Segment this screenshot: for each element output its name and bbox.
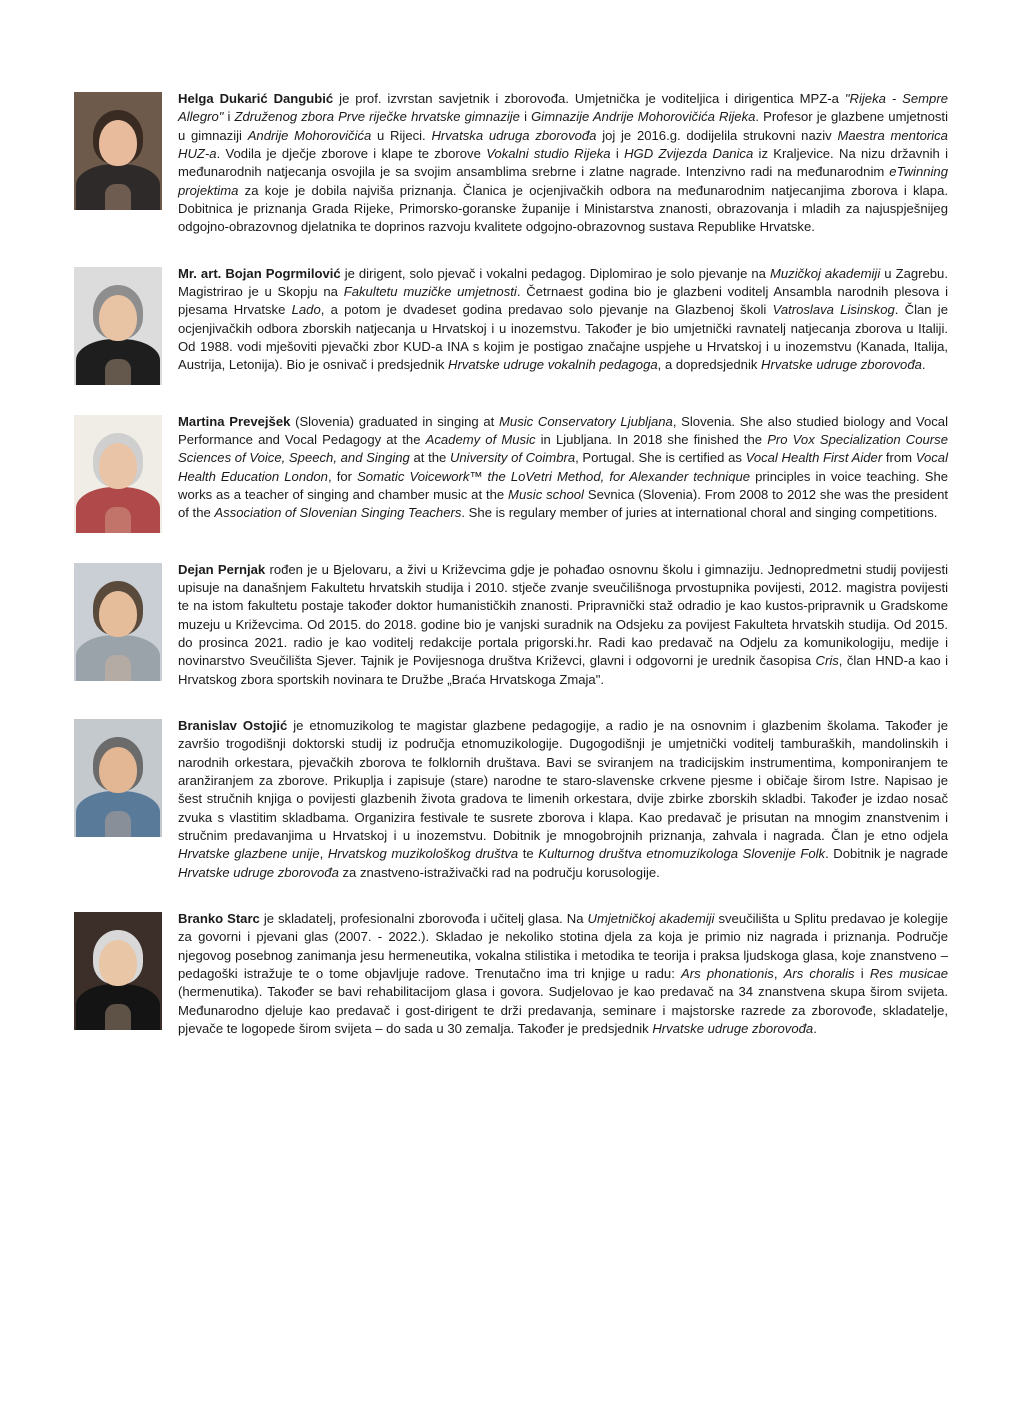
biography-entry [58, 715, 948, 882]
biography-entry [58, 559, 948, 689]
portrait-photo [74, 719, 162, 837]
portrait-container [58, 559, 178, 681]
biography-text: Branko Starc je skladatelj, profesionalni zborovođa i učitelj glasa. Na Umjetničkoj akademiji sveučilišta u Splitu predavao je kolegije za govorni i pjevani glas (2007. - 2022.). Skladao je nekoliko stotina djela za koja je primio niz nagrada i priznanja. Područje njegovog posebnog zanimanja jesu hermeneutika, vokalna stilistika i metodika te teorija i praksa ljudskoga glasa, koje znanstveno – pedagoški istražuje te o tome objavljuje radove. Trenutačno ima tri knjige u radu: Ars phonationis, Ars choralis i Res musicae (hermenutika). Također se bavi rehabilitacijom glasa i govora. Sudjelovao je kao predavač na 34 znanstvena skupa širom svijeta. Međunarodno djeluje kao predavač i gost-dirigent te drži predavanja, seminare i majstorske razrede za zborovođe, skladatelje, pjevače te logopede širom svijeta – do sada u 30 zemalja. Također je predsjednik Hrvatske udruge zborovođa. [178, 910, 949, 1036]
portrait-photo [74, 267, 162, 385]
biography-entry [58, 411, 948, 533]
biography-text: Branislav Ostojić je etnomuzikolog te magistar glazbene pedagogije, a radio je na osnovnim i glazbenim školama. Također je završio trogodišnji doktorski studij iz područja etnomuzikologije. Dugogodišnji je umjetnički voditelj tamburaških, mandolinskih i narodnih orkestara, pjevačkih zborova te folklornih društava. Bavi se sviranjem na tradicijskim instrumentima, komponiranjem te aranžiranjem za zborove. Prikuplja i zapisuje (stare) narodne te staro-slavenske crkvene pjesme i običaje širom Istre. Napisao je šest stručnih knjiga o povijesti glazbenih života gradova te limenih orkestara, dvije zbirke zborskih skladbi. Također je izdao nosač zvuka s vlastitim skladbama. Organizira festivale te susrete zborova i klapa. Kao predavač je prisutan na mnogim znanstvenim i stručnim predavanjima u Hrvatskoj i u inozemstvu. Dobitnik je mnogobrojnih priznanja, zahvala i nagrada. Član je etno odjela Hrvatske glazbene unije, Hrvatskog muzikološkog društva te Kulturnog društva etnomuzikologa Slovenije Folk. Dobitnik je nagrade Hrvatske udruge zborovođa za znastveno-istraživački rad na području korusologije. [178, 717, 948, 880]
portrait-photo [74, 415, 162, 533]
portrait-photo [74, 912, 162, 1030]
portrait-container [58, 908, 178, 1030]
portrait-photo [74, 92, 162, 210]
page-bottom-whitespace [58, 1064, 948, 1364]
portrait-container [58, 88, 178, 210]
biography-list [58, 88, 948, 1038]
biography-text: Helga Dukarić Dangubić je prof. izvrstan savjetnik i zborovođa. Umjetnička je voditeljica i dirigentica MPZ-a "Rijeka - Sempre Allegro" i Združenog zbora Prve riječke hrvatske gimnazije i Gimnazije Andrije Mohorovičića Rijeka. Profesor je glazbene umjetnosti u gimnaziji Andrije Mohorovičića u Rijeci. Hrvatska udruga zborovođa joj je 2016.g. dodijelila strukovni naziv Maestra mentorica HUZ-a. Vodila je dječje zborove i klape te zborove Vokalni studio Rijeka i HGD Zvijezda Danica iz Kraljevice. Na nizu državnih i međunarodnih natjecanja osvojila je sa svojim ansamblima srebrne i zlatne nagrade. Intenzivno radi na međunarodnim eTwinning projektima za koje je dobila najviša priznanja. Članica je ocjenjivačkih odbora na međunarodnim natjecanjima zborova i klapa. Dobitnica je priznanja Grada Rijeke, Primorsko-goranske županije i Ministarstva znanosti, obrazovanja i mladih za najuspješnijeg odgojno-obrazovnog djelatnika te doprinos razvoju kvalitete odgojno-obrazovnog sustava Republike Hrvatske. [178, 91, 949, 235]
biography-entry [58, 263, 948, 385]
biography-text: Dejan Pernjak rođen je u Bjelovaru, a živi u Križevcima gdje je pohađao osnovnu školu i gimnaziju. Jednopredmetni studij povijesti upisuje na današnjem Fakultetu hrvatskih studija i 2010. stječe zvanje sveučilišnoga prvostupnika povijesti, 2012. magistra povijesti te na istom fakultetu postaje također doktor humanističkih znanosti. Pripravnički staž odradio je kao kustos-pripravnik u Gradskome muzeju u Križevcima. Od 2015. do 2018. godine bio je vanjski suradnik na Odsjeku za povijest Fakulteta hrvatskih studija. Od 2015. do prosinca 2021. radio je kao voditelj redakcije portala prigorski.hr. Radi kao predavač na Odjelu za komunikologiju, medije i novinarstvo Sveučilišta Sjever. Tajnik je Povijesnoga društva Križevci, glavni i odgovorni je urednik časopisa Cris, član HND-a kao i Hrvatskog zbora sportskih novinara te Družbe „Braća Hrvatskoga Zmaja". [178, 561, 949, 687]
biography-text: Martina Prevejšek (Slovenia) graduated in singing at Music Conservatory Ljubljana, Slovenia. She also studied biology and Vocal Performance and Vocal Pedagogy at the Academy of Music in Ljubljana. In 2018 she finished the Pro Vox Specialization Course Sciences of Voice, Speech, and Singing at the University of Coimbra, Portugal. She is certified as Vocal Health First Aider from Vocal Health Education London, for Somatic Voicework™ the LoVetri Method, for Alexander technique principles in voice teaching. She works as a teacher of singing and chamber music at the Music school Sevnica (Slovenia). From 2008 to 2012 she was the president of the Association of Slovenian Singing Teachers. She is regulary member of juries at international choral and singing competitions. [178, 413, 949, 521]
portrait-container [58, 715, 178, 837]
biography-entry [58, 88, 948, 237]
portrait-container [58, 263, 178, 385]
biography-entry [58, 908, 948, 1038]
portrait-container [58, 411, 178, 533]
portrait-photo [74, 563, 162, 681]
biography-text: Mr. art. Bojan Pogrmilović je dirigent, solo pjevač i vokalni pedagog. Diplomirao je solo pjevanje na Muzičkoj akademiji u Zagrebu. Magistrirao je u Skopju na Fakultetu muzičke umjetnosti. Četrnaest godina bio je glazbeni voditelj Ansambla narodnih plesova i pjesama Hrvatske Lado, a potom je dvadeset godina predavao solo pjevanje na Glazbenoj školi Vatroslava Lisinskog. Član je ocjenjivačkih odbora zborskih natjecanja u Hrvatskoj i u inozemstvu. Također je bio umjetnički ravnatelj natjecanja zborova u Italiji. Od 1988. vodi mješoviti pjevački zbor KUD-a INA s kojim je postigao značajne uspjehe u Hrvatskoj i u inozemstvu (Kanada, Italija, Austrija, Letonija). Bio je osnivač i predsjednik Hrvatske udruge vokalnih pedagoga, a dopredsjednik Hrvatske udruge zborovođa. [178, 265, 948, 373]
